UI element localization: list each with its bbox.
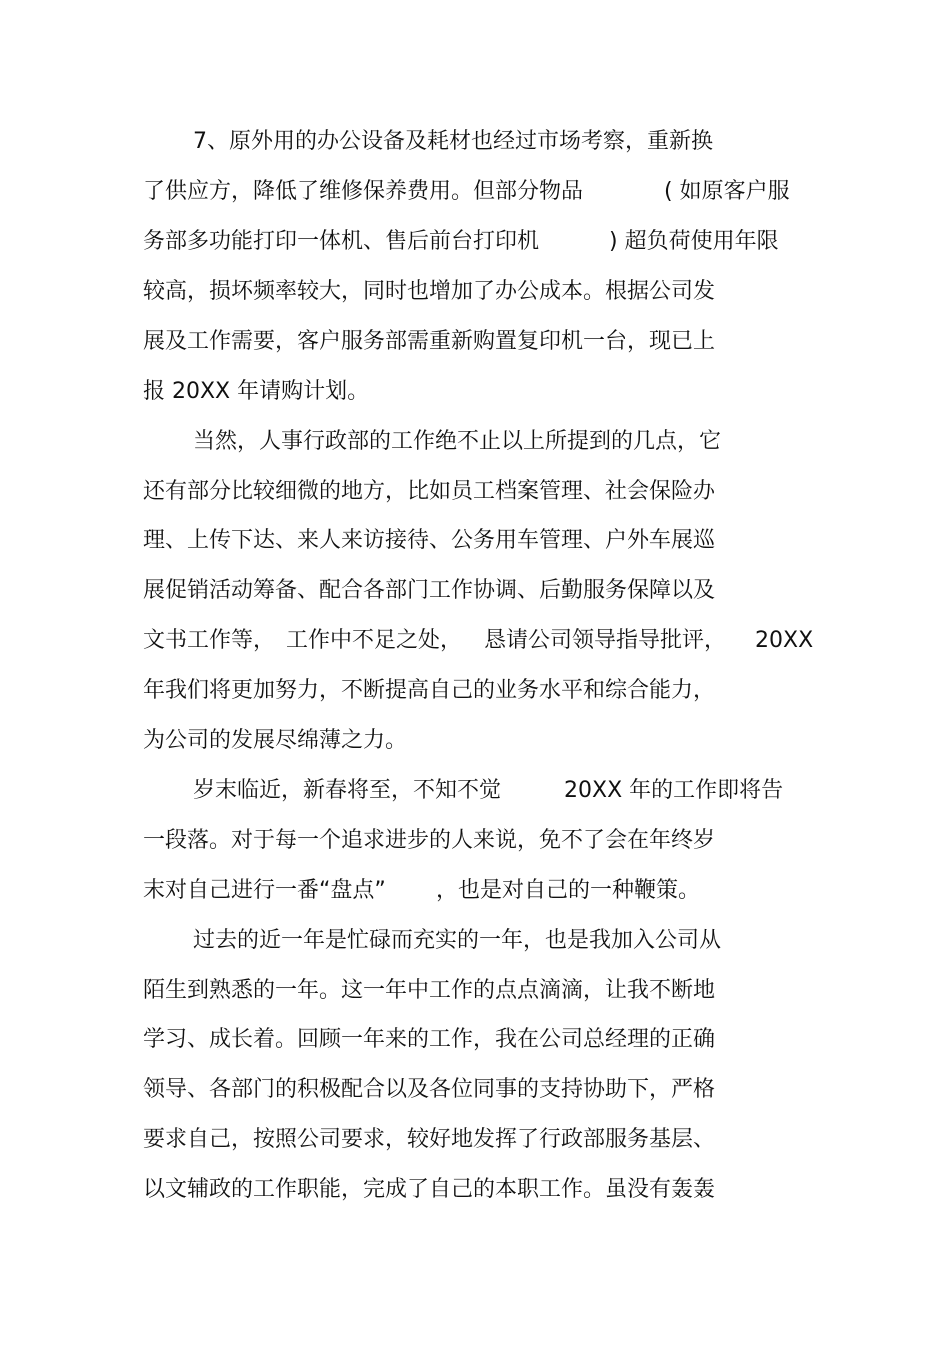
line-text: 末对自己进行一番“盘点” xyxy=(143,878,386,903)
line-text: 展促销活动筹备、配合各部门工作协调、后勤服务保障以及 xyxy=(143,578,716,603)
line-text: ( 如原客户服 xyxy=(664,179,790,204)
line-text: 展及工作需要，客户服务部需重新购置复印机一台，现已上 xyxy=(143,329,716,354)
line-text: 为公司的发展尽绵薄之力。 xyxy=(143,728,408,753)
text-line xyxy=(0,926,722,956)
line-text: 岁末临近，新春将至，不知不觉 xyxy=(193,778,502,803)
text-line xyxy=(0,327,716,357)
line-text: 较高，损坏频率较大，同时也增加了办公成本。根据公司发 xyxy=(143,279,716,304)
text-line xyxy=(0,377,370,407)
line-text: 恳请公司领导指导批评， xyxy=(484,628,727,653)
line-text: 要求自己，按照公司要求，较好地发挥了行政部服务基层、 xyxy=(143,1127,716,1152)
text-line xyxy=(0,526,716,556)
line-text: 了供应方，降低了维修保养费用。但部分物品 xyxy=(143,179,584,204)
line-text: 报 20XX 年请购计划。 xyxy=(143,379,370,404)
line-text: 过去的近一年是忙碌而充实的一年，也是我加入公司从 xyxy=(193,928,722,953)
line-text: 以文辅政的工作职能，完成了自己的本职工作。虽没有轰轰 xyxy=(143,1177,716,1202)
line-text: 工作中不足之处， xyxy=(286,628,463,653)
text-line xyxy=(0,1175,716,1205)
text-line xyxy=(0,776,784,806)
line-text: 理、上传下达、来人来访接待、公务用车管理、户外车展巡 xyxy=(143,528,716,553)
text-line xyxy=(0,976,716,1006)
text-line xyxy=(0,277,716,307)
text-line xyxy=(0,227,779,257)
line-text: 20XX xyxy=(755,628,814,653)
line-text: 务部多功能打印一体机、售后前台打印机 xyxy=(143,229,540,254)
line-text: 还有部分比较细微的地方，比如员工档案管理、社会保险办 xyxy=(143,479,716,504)
text-line xyxy=(0,826,716,856)
line-text: 陌生到熟悉的一年。这一年中工作的点点滴滴，让我不断地 xyxy=(143,978,716,1003)
line-text: 一段落。对于每一个追求进步的人来说，免不了会在年终岁 xyxy=(143,828,716,853)
line-text: ) 超负荷使用年限 xyxy=(609,229,779,254)
text-line xyxy=(0,1075,716,1105)
text-line xyxy=(0,676,716,706)
text-line xyxy=(0,127,713,157)
text-line xyxy=(0,427,722,457)
line-text: 20XX 年的工作即将告 xyxy=(564,778,784,803)
text-line xyxy=(0,726,408,756)
text-line xyxy=(0,477,716,507)
text-line xyxy=(0,177,790,207)
line-text: 领导、各部门的积极配合以及各位同事的支持协助下，严格 xyxy=(143,1077,716,1102)
line-text: 文书工作等， xyxy=(143,628,276,653)
text-line xyxy=(0,876,701,906)
line-text: 7、原外用的办公设备及耗材也经过市场考察，重新换 xyxy=(193,129,713,154)
line-text: 当然，人事行政部的工作绝不止以上所提到的几点，它 xyxy=(193,429,722,454)
line-text: 学习、成长着。回顾一年来的工作，我在公司总经理的正确 xyxy=(143,1027,716,1052)
text-line xyxy=(0,1025,716,1055)
line-text: ，也是对自己的一种鞭策。 xyxy=(436,878,701,903)
text-line xyxy=(0,1125,716,1155)
text-line xyxy=(0,626,814,656)
text-line xyxy=(0,576,716,606)
line-text: 年我们将更加努力，不断提高自己的业务水平和综合能力， xyxy=(143,678,716,703)
